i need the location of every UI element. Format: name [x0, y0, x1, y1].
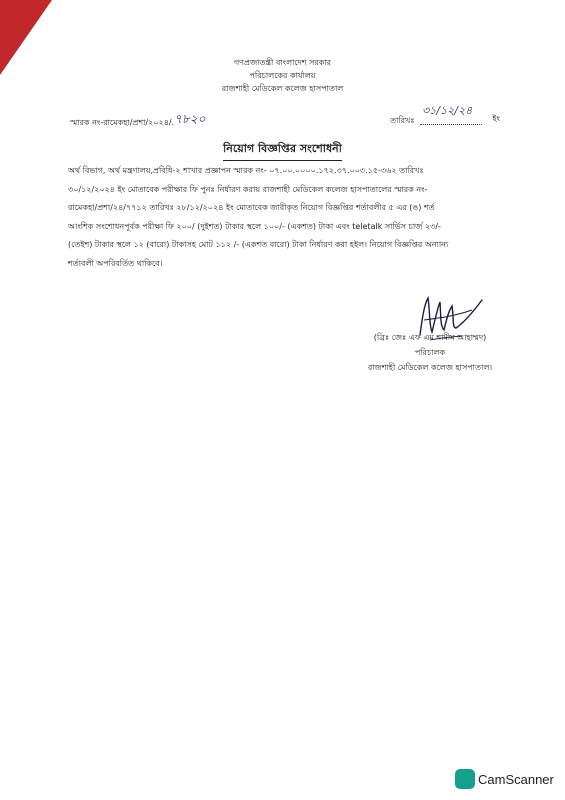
memo-number-handwritten: ৭৮২০ — [174, 112, 206, 126]
date-label: তারিখঃ — [390, 116, 415, 125]
date-handwritten: ৩১/১২/২৪ — [422, 104, 473, 117]
signatory-designation: পরিচালক — [414, 348, 446, 357]
signatory-block — [340, 330, 520, 375]
body-line: রামেকহা/প্রশা/২৪/৭৭১২ তারিখঃ ২৮/১২/২০২৪ ইং মোতাবেক জারীকৃত নিয়োগ বিজ্ঞপ্তির শর্তাবলীর ৫ এর (ঙ) শর্ত — [68, 203, 435, 212]
signatory-name: (ব্রিঃ জেঃ এফ এম শামীম আহাম্মদ) — [373, 333, 487, 342]
memo-date — [390, 105, 500, 131]
body-line: ৩০/১২/২০২৪ ইং মোতাবেক পরীক্ষার ফি পুনঃ নির্ধারণ করায় রাজশাহী মেডিকেল কলেজ হাসপাতালের স্মারক নং- — [68, 184, 428, 194]
letterhead-institution: রাজশাহী মেডিকেল কলেজ হাসপাতাল — [221, 84, 344, 93]
signatory-office: রাজশাহী মেডিকেল কলেজ হাসপাতাল। — [367, 363, 493, 372]
notice-title — [0, 137, 565, 161]
memo-number-label: স্মারক নং-রামেকহা/প্রশা/২০২৪/. — [70, 118, 175, 127]
camscanner-label: CamScanner — [478, 771, 554, 787]
letterhead — [0, 56, 565, 95]
date-suffix: ইং — [492, 114, 500, 123]
notice-body — [68, 162, 502, 273]
body-line: (তেইশ) টাকার স্থলে ১২ (বারো) টাকাসহ মোট ১১২ /- (একশত বারো) টাকা নির্ধারণ করা হইল। নিয়োগ বিজ্ঞপ্তির অন্যান্য — [68, 240, 449, 249]
camscanner-watermark — [455, 767, 554, 791]
camscanner-logo-icon — [455, 769, 475, 789]
memo-row — [70, 105, 500, 131]
letterhead-office: পরিচালকের কার্যালয় — [249, 71, 316, 80]
memo-number — [70, 113, 205, 133]
letterhead-government: গণপ্রজাতন্ত্রী বাংলাদেশ সরকার — [233, 58, 332, 67]
body-line: অর্থ বিভাগ, অর্থ মন্ত্রণালয়,প্রবিধি-২ শাখার প্রজ্ঞাপন স্মারক নং- ০৭.০০.০০০০.১৭২.৩৭.০০৩.১৫-৩৬২ তারিখঃ — [68, 166, 424, 175]
notice-title-text: নিয়োগ বিজ্ঞপ্তির সংশোধনী — [223, 140, 342, 161]
body-line: আংশিক সংশোধনপূর্বক পরীক্ষা ফি ২০০/ (দুইশত) টাকার স্থলে ১০০/- (একশত) টাকা এবং teletalk সার্ভিস চার্জ ২৩/- — [68, 221, 441, 231]
body-line: শর্তাবলী অপরিবর্তিত থাকিবে। — [68, 258, 163, 268]
